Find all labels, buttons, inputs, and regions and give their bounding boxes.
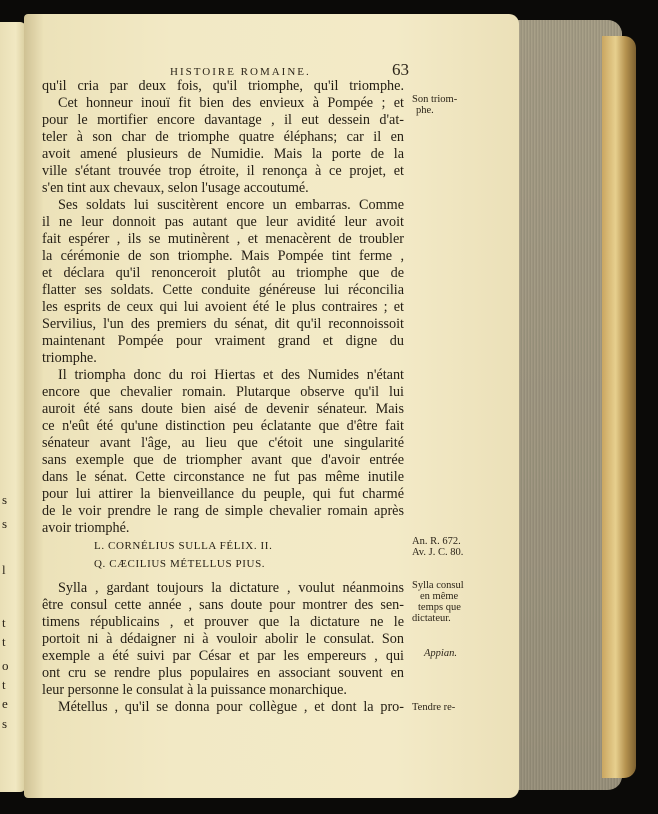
margin-note-year: An. R. 672. xyxy=(412,536,461,547)
margin-note-son-triomphe: Son triom- xyxy=(412,94,458,105)
text-line: Ses soldats lui suscitèrent encore un embarras. Comme xyxy=(58,197,404,213)
text-line: Servilius, l'un des premiers du sénat, dit qu'il reconnoissoit xyxy=(42,316,404,332)
text-line: exemple a été suivi par César et par les empereurs , qui xyxy=(42,648,404,664)
left-page-fragment: e xyxy=(2,696,8,711)
text-line: s'en tint aux chevaux, selon l'usage accoutumé. xyxy=(42,180,309,196)
left-page-edge xyxy=(0,22,26,792)
margin-note-sylla: en même xyxy=(420,591,459,602)
margin-note-appian: Appian. xyxy=(424,648,457,659)
left-page-fragment: t xyxy=(2,634,6,649)
text-line: pour le mortifier encore davantage , il eut dessein d'at- xyxy=(42,112,404,128)
text-line: timens républicains , et prouver que la dictature ne le xyxy=(42,614,404,630)
text-line: teler à son char de triomphe quatre éléphans; car il en xyxy=(42,129,404,145)
text-line: maintenant Pompée pour vraiment grand et digne du xyxy=(42,333,404,349)
left-page-fragment: s xyxy=(2,492,8,507)
text-line: Métellus , qu'il se donna pour collègue , et dont la pro- xyxy=(58,699,404,715)
text-line: flatter ses soldats. Cette conduite généreuse lui réconcilia xyxy=(42,282,404,298)
margin-note-sylla: temps que xyxy=(418,602,461,613)
page-number: 63 xyxy=(392,60,409,79)
text-line: avoir triomphé. xyxy=(42,520,130,536)
text-line: Cet honneur inouï fit bien des envieux à Pompée ; et xyxy=(58,95,404,111)
text-line: ce n'eût été qu'une distinction peu éclatante que d'être fait xyxy=(42,418,404,434)
text-line: fait espérer , ils se mutinèrent , et menacèrent de troubler xyxy=(42,231,404,247)
book-page xyxy=(24,14,519,798)
text-line: leur personne le consulat à la puissance monarchique. xyxy=(42,682,347,698)
left-page-fragment: t xyxy=(2,677,6,692)
left-page-fragment: l xyxy=(2,562,6,577)
text-line: auroit été sans doute bien aisé de devenir sénateur. Mais xyxy=(42,401,404,417)
text-line: ont cru se rendre plus populaires en associant souvent en xyxy=(42,665,404,681)
text-line: de le voir prendre le rang de simple chevalier romain après xyxy=(42,503,404,519)
consul-name: L. CORNÉLIUS SULLA FÉLIX. II. xyxy=(94,540,273,552)
text-line: être consul cette année , sans doute pour montrer des sen- xyxy=(42,597,404,613)
consul-name: Q. CÆCILIUS MÉTELLUS PIUS. xyxy=(94,558,266,570)
text-line: sénateur avant l'âge, au lieu que c'étoit une singularité xyxy=(42,435,404,451)
text-line: les esprits de ceux qui lui avoient été le plus contraires ; et xyxy=(42,299,404,315)
running-title: HISTOIRE ROMAINE. xyxy=(170,66,311,78)
text-line: il ne leur donnoit pas autant que leur avidité leur avoit xyxy=(42,214,404,230)
left-page-fragment: t xyxy=(2,615,6,630)
margin-note-son-triomphe: phe. xyxy=(416,105,434,116)
text-line: encore que chevalier romain. Plutarque observe qu'il lui xyxy=(42,384,404,400)
left-page-fragment: s xyxy=(2,716,8,731)
book-cover xyxy=(602,36,636,778)
text-line: Sylla , gardant toujours la dictature , voulut néanmoins xyxy=(58,580,404,596)
margin-note-sylla: dictateur. xyxy=(412,613,451,624)
text-line: portoit ni à dédaigner ni à vouloir abolir le consulat. Son xyxy=(42,631,404,647)
text-line: ville s'étant trouvée trop étroite, il renonça à ce projet, et xyxy=(42,163,404,179)
margin-note-sylla: Sylla consul xyxy=(412,580,464,591)
text-line: et déclara qu'il renonceroit plutôt au triomphe que de xyxy=(42,265,404,281)
text-line: avoit amené plusieurs de Numidie. Mais la porte de la xyxy=(42,146,404,162)
text-line: Il triompha donc du roi Hiertas et des Numides n'étant xyxy=(58,367,404,383)
text-line: qu'il cria par deux fois, qu'il triomphe, qu'il triomphe. xyxy=(42,78,404,94)
margin-note-tendre: Tendre re- xyxy=(412,702,456,713)
left-page-fragment: s xyxy=(2,516,8,531)
left-page-fragment: o xyxy=(2,658,9,673)
text-line: la cérémonie de son triomphe. Mais Pompée tint ferme , xyxy=(42,248,404,264)
text-line: triomphe. xyxy=(42,350,97,366)
margin-note-year: Av. J. C. 80. xyxy=(412,547,464,558)
text-line: dans le sénat. Cette circonstance ne fut pas même inutile xyxy=(42,469,404,485)
text-line: pour lui attirer la bienveillance du peuple, qui fut charmé xyxy=(42,486,404,502)
text-line: sans exemple que de triompher avant que d'avoir entrée xyxy=(42,452,404,468)
